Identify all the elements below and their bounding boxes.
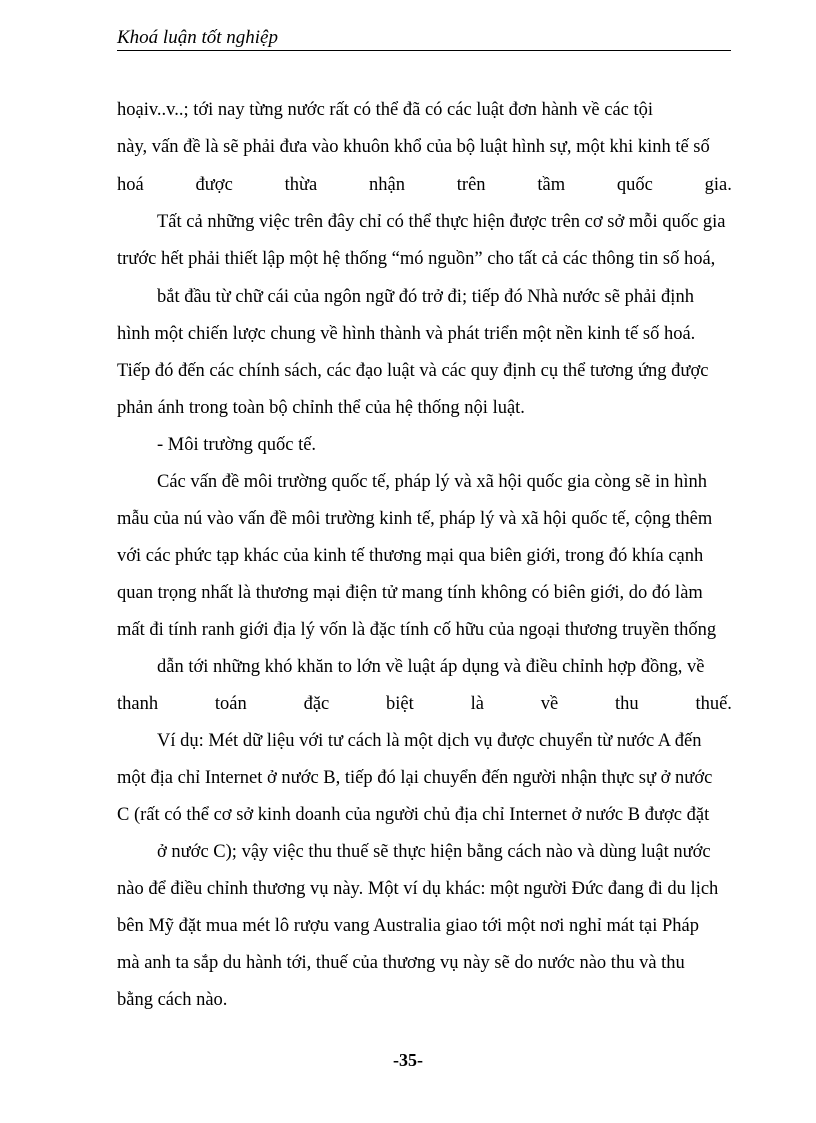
word: biệt xyxy=(386,694,414,714)
word: là xyxy=(470,694,484,714)
word: trên xyxy=(456,175,486,195)
page-header xyxy=(117,26,731,51)
word: tầm xyxy=(537,175,566,195)
word: gia. xyxy=(704,175,732,195)
header-title: Khoá luận tốt nghiệp xyxy=(117,27,278,48)
word: thuế. xyxy=(695,694,732,714)
page-number: -35- xyxy=(393,1050,423,1070)
word: hoá xyxy=(117,175,144,195)
word: đặc xyxy=(303,694,330,714)
word: được xyxy=(195,175,233,195)
justified-line xyxy=(117,174,732,196)
word: thừa xyxy=(284,175,318,195)
justified-line xyxy=(117,693,732,715)
word: quốc xyxy=(616,175,653,195)
word: thu xyxy=(615,694,639,714)
word: về xyxy=(540,694,559,714)
word: thanh xyxy=(117,694,159,714)
word: toán xyxy=(214,694,247,714)
word: nhận xyxy=(369,175,405,195)
